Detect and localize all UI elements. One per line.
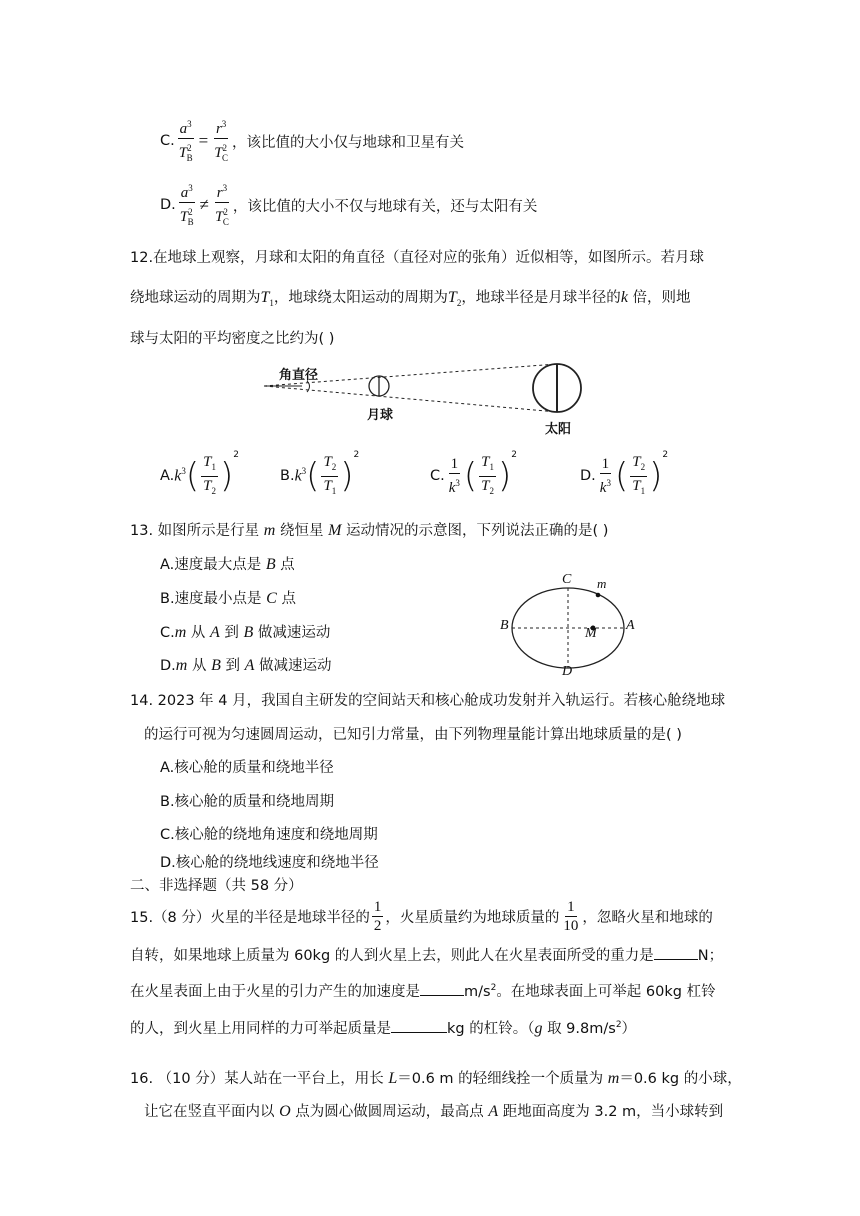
q11-option-d [160, 180, 537, 230]
answer-blank[interactable] [391, 1018, 447, 1033]
point-d-label: D [562, 664, 573, 679]
fraction-r3-tc2: $\frac{r^3}{T^2_C}$ [213, 179, 231, 231]
not-equal-sign: ≠ [199, 195, 209, 214]
left-paren: ( [306, 456, 320, 496]
q14-option-b: B.核心舱的质量和绕地周期 [160, 794, 335, 810]
moon-label: 月球 [367, 408, 394, 423]
option-text: ，该比值的大小不仅与地球有关，还与太阳有关 [232, 198, 538, 215]
period-ratio: $\frac{T_1}{T_2}$ [481, 453, 495, 496]
q13-option-b: B.速度最小点是 C 点 [160, 590, 296, 607]
fraction-one-tenth: $\frac{1}{10}$ [563, 898, 579, 934]
one-over-k-cubed: $\frac{1}{k^3}$ [448, 456, 460, 496]
answer-blank[interactable] [420, 981, 464, 996]
q13-option-c: C.m 从 A 到 B 做减速运动 [160, 624, 331, 641]
point-c-label: C [562, 572, 572, 587]
q14-option-a: A.核心舱的质量和绕地半径 [160, 760, 334, 776]
left-paren: ( [185, 456, 200, 496]
period-ratio: $\frac{T_2}{T_1}$ [323, 453, 337, 496]
q11-option-c [160, 116, 464, 166]
q15-line-1: 15.（8 分）火星的半径是地球半径的 $\frac{1}{2}$ ，火星质量约为地球质量的 $\frac{1}{10}$ ，忽略火星和地球的 [130, 898, 713, 934]
q12-line-3: 球与太阳的平均密度之比约为( ) [130, 331, 335, 347]
q15-line-4: 的人，到火星上用同样的力可举起质量是 kg 的杠铃。（g 取 $9.8m/s^2$） [130, 1020, 637, 1037]
q14-option-c: C.核心舱的绕地角速度和绕地周期 [160, 827, 378, 843]
q15-line-2: 自转，如果地球上质量为 60kg 的人到火星上去，则此人在火星表面所受的重力是 N； [130, 944, 723, 965]
left-paren: ( [463, 456, 478, 496]
fraction-one-half: $\frac{1}{2}$ [373, 898, 382, 934]
q12-line-2: 绕地球运动的周期为$T_1$，地球绕太阳运动的周期为$T_2$，地球半径是月球半径的k 倍，则地 [130, 289, 691, 309]
sun-label: 太阳 [545, 422, 572, 437]
right-paren: ) [498, 456, 512, 496]
section-heading: 二、非选择题（共 58 分） [130, 878, 303, 894]
answer-blank[interactable] [654, 945, 698, 960]
point-a-label: A [626, 618, 635, 633]
q13-option-a: A.速度最大点是 B 点 [160, 556, 295, 573]
q14-line-2: 的运行可视为匀速圆周运动，已知引力常量，由下列物理量能计算出地球质量的是( ) [144, 727, 682, 743]
q13-option-d: D.m 从 B 到 A 做减速运动 [160, 657, 332, 674]
equals-sign: = [198, 131, 209, 150]
q12-option-b: B. $k^3$ ( $\frac{T_2}{T_1}$ ) $^2$ [280, 448, 359, 504]
fraction-a3-tb2: $\frac{a^3}{T^2_B}$ [177, 115, 195, 167]
q14-option-d: D.核心舱的绕地线速度和绕地半径 [160, 855, 379, 871]
point-b-label: B [500, 618, 509, 633]
fraction-r3-tc2: $\frac{r^3}{T^2_C}$ [212, 115, 230, 167]
right-paren: ) [340, 456, 354, 496]
k-cubed: $k^3$ [294, 466, 307, 485]
period-ratio: $\frac{T_1}{T_2}$ [203, 453, 216, 496]
option-label: C. [160, 133, 175, 149]
q13-stem: 13. 如图所示是行星 m 绕恒星 M 运动情况的示意图，下列说法正确的是( ) [130, 522, 609, 539]
period-ratio: $\frac{T_2}{T_1}$ [632, 453, 646, 496]
q12-line-1: 12.在地球上观察，月球和太阳的角直径（直径对应的张角）近似相等，如图所示。若月球 [130, 250, 705, 266]
q16-line-2: 让它在竖直平面内以 O 点为圆心做圆周运动，最高点 A 距地面高度为 3.2 m，当小球转到 [144, 1103, 724, 1120]
q12-option-d: D. $\frac{1}{k^3}$ ( $\frac{T_2}{T_1}$ ) $^2$ [580, 448, 668, 504]
fraction-a3-tb2: $\frac{a^3}{T^2_B}$ [178, 179, 196, 231]
k-cubed: $k^3$ [174, 466, 186, 485]
angle-label: 角直径 [279, 368, 319, 383]
q12-option-a: A. $k^3$ ( $\frac{T_1}{T_2}$ ) $^2$ [160, 448, 239, 504]
right-paren: ) [649, 456, 663, 496]
option-text: ，该比值的大小仅与地球和卫星有关 [232, 134, 465, 151]
planet-m-label: m [597, 576, 607, 591]
q15-line-3: 在火星表面上由于火星的引力产生的加速度是 $m/s^2$。在地球表面上可举起 60kg 杠铃 [130, 980, 716, 1001]
star-m-label: M [585, 626, 597, 641]
q14-line-1: 14. 2023 年 4 月，我国自主研发的空间站天和核心舱成功发射并入轨运行。若核心舱绕地球 [130, 693, 726, 709]
right-paren: ) [220, 456, 234, 496]
q16-line-1: 16. （10 分）某人站在一平台上，用长 L＝0.6 m 的轻细线拴一个质量为 m＝0.6 kg 的小球， [130, 1070, 742, 1087]
q12-option-c: C. $\frac{1}{k^3}$ ( $\frac{T_1}{T_2}$ ) $^2$ [430, 448, 517, 504]
one-over-k-cubed: $\frac{1}{k^3}$ [599, 456, 611, 496]
left-paren: ( [614, 456, 629, 496]
option-label: D. [160, 197, 176, 213]
